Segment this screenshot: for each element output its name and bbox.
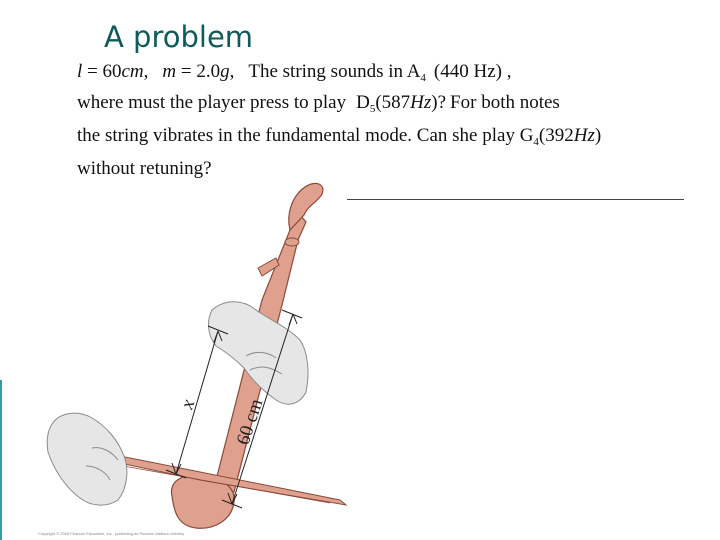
copyright-text: Copyright © 2008 Pearson Education, Inc., publishing as Pearson Addison-Wesley. xyxy=(38,531,185,536)
mass-symbol: m xyxy=(162,61,177,82)
right-hand xyxy=(47,413,127,505)
note-g-hz: Hz xyxy=(573,125,595,146)
length-unit: cm xyxy=(121,61,144,82)
dimension-x xyxy=(166,326,228,478)
note-d: D xyxy=(356,92,370,113)
note-g-octave: 4 xyxy=(533,136,539,148)
note-a-text: The string sounds in A xyxy=(248,61,421,82)
length-value: = 60 xyxy=(82,61,122,82)
mass-unit: g xyxy=(220,61,230,82)
dimension-x-label: x xyxy=(176,397,200,412)
note-a-frequency: (440 Hz) , xyxy=(433,61,512,82)
dimension-60cm-label: 60 cm xyxy=(232,396,268,448)
note-d-octave: 5 xyxy=(369,103,376,115)
note-g-freq-open: (392 xyxy=(538,125,574,146)
both-notes-text: For both notes xyxy=(450,92,560,113)
note-d-freq-open: (587 xyxy=(375,92,411,113)
fundamental-text: the string vibrates in the fundamental mode. Can she play G xyxy=(77,125,534,146)
slide-title: A problem xyxy=(104,20,254,54)
note-a-octave: 4 xyxy=(420,72,426,84)
retuning-text: without retuning? xyxy=(77,158,212,179)
problem-line-1: l = 60cm, m = 2.0g, The string sounds in $A_4$ (440 Hz) , xyxy=(77,61,512,84)
question-text: where must the player press to play xyxy=(77,92,347,113)
note-d-hz: Hz xyxy=(410,92,432,113)
note-g-freq-close: ) xyxy=(594,125,602,146)
mass-value: = 2.0 xyxy=(176,61,221,82)
length-symbol: l xyxy=(77,61,83,82)
note-d-freq-close: )? xyxy=(431,92,447,113)
